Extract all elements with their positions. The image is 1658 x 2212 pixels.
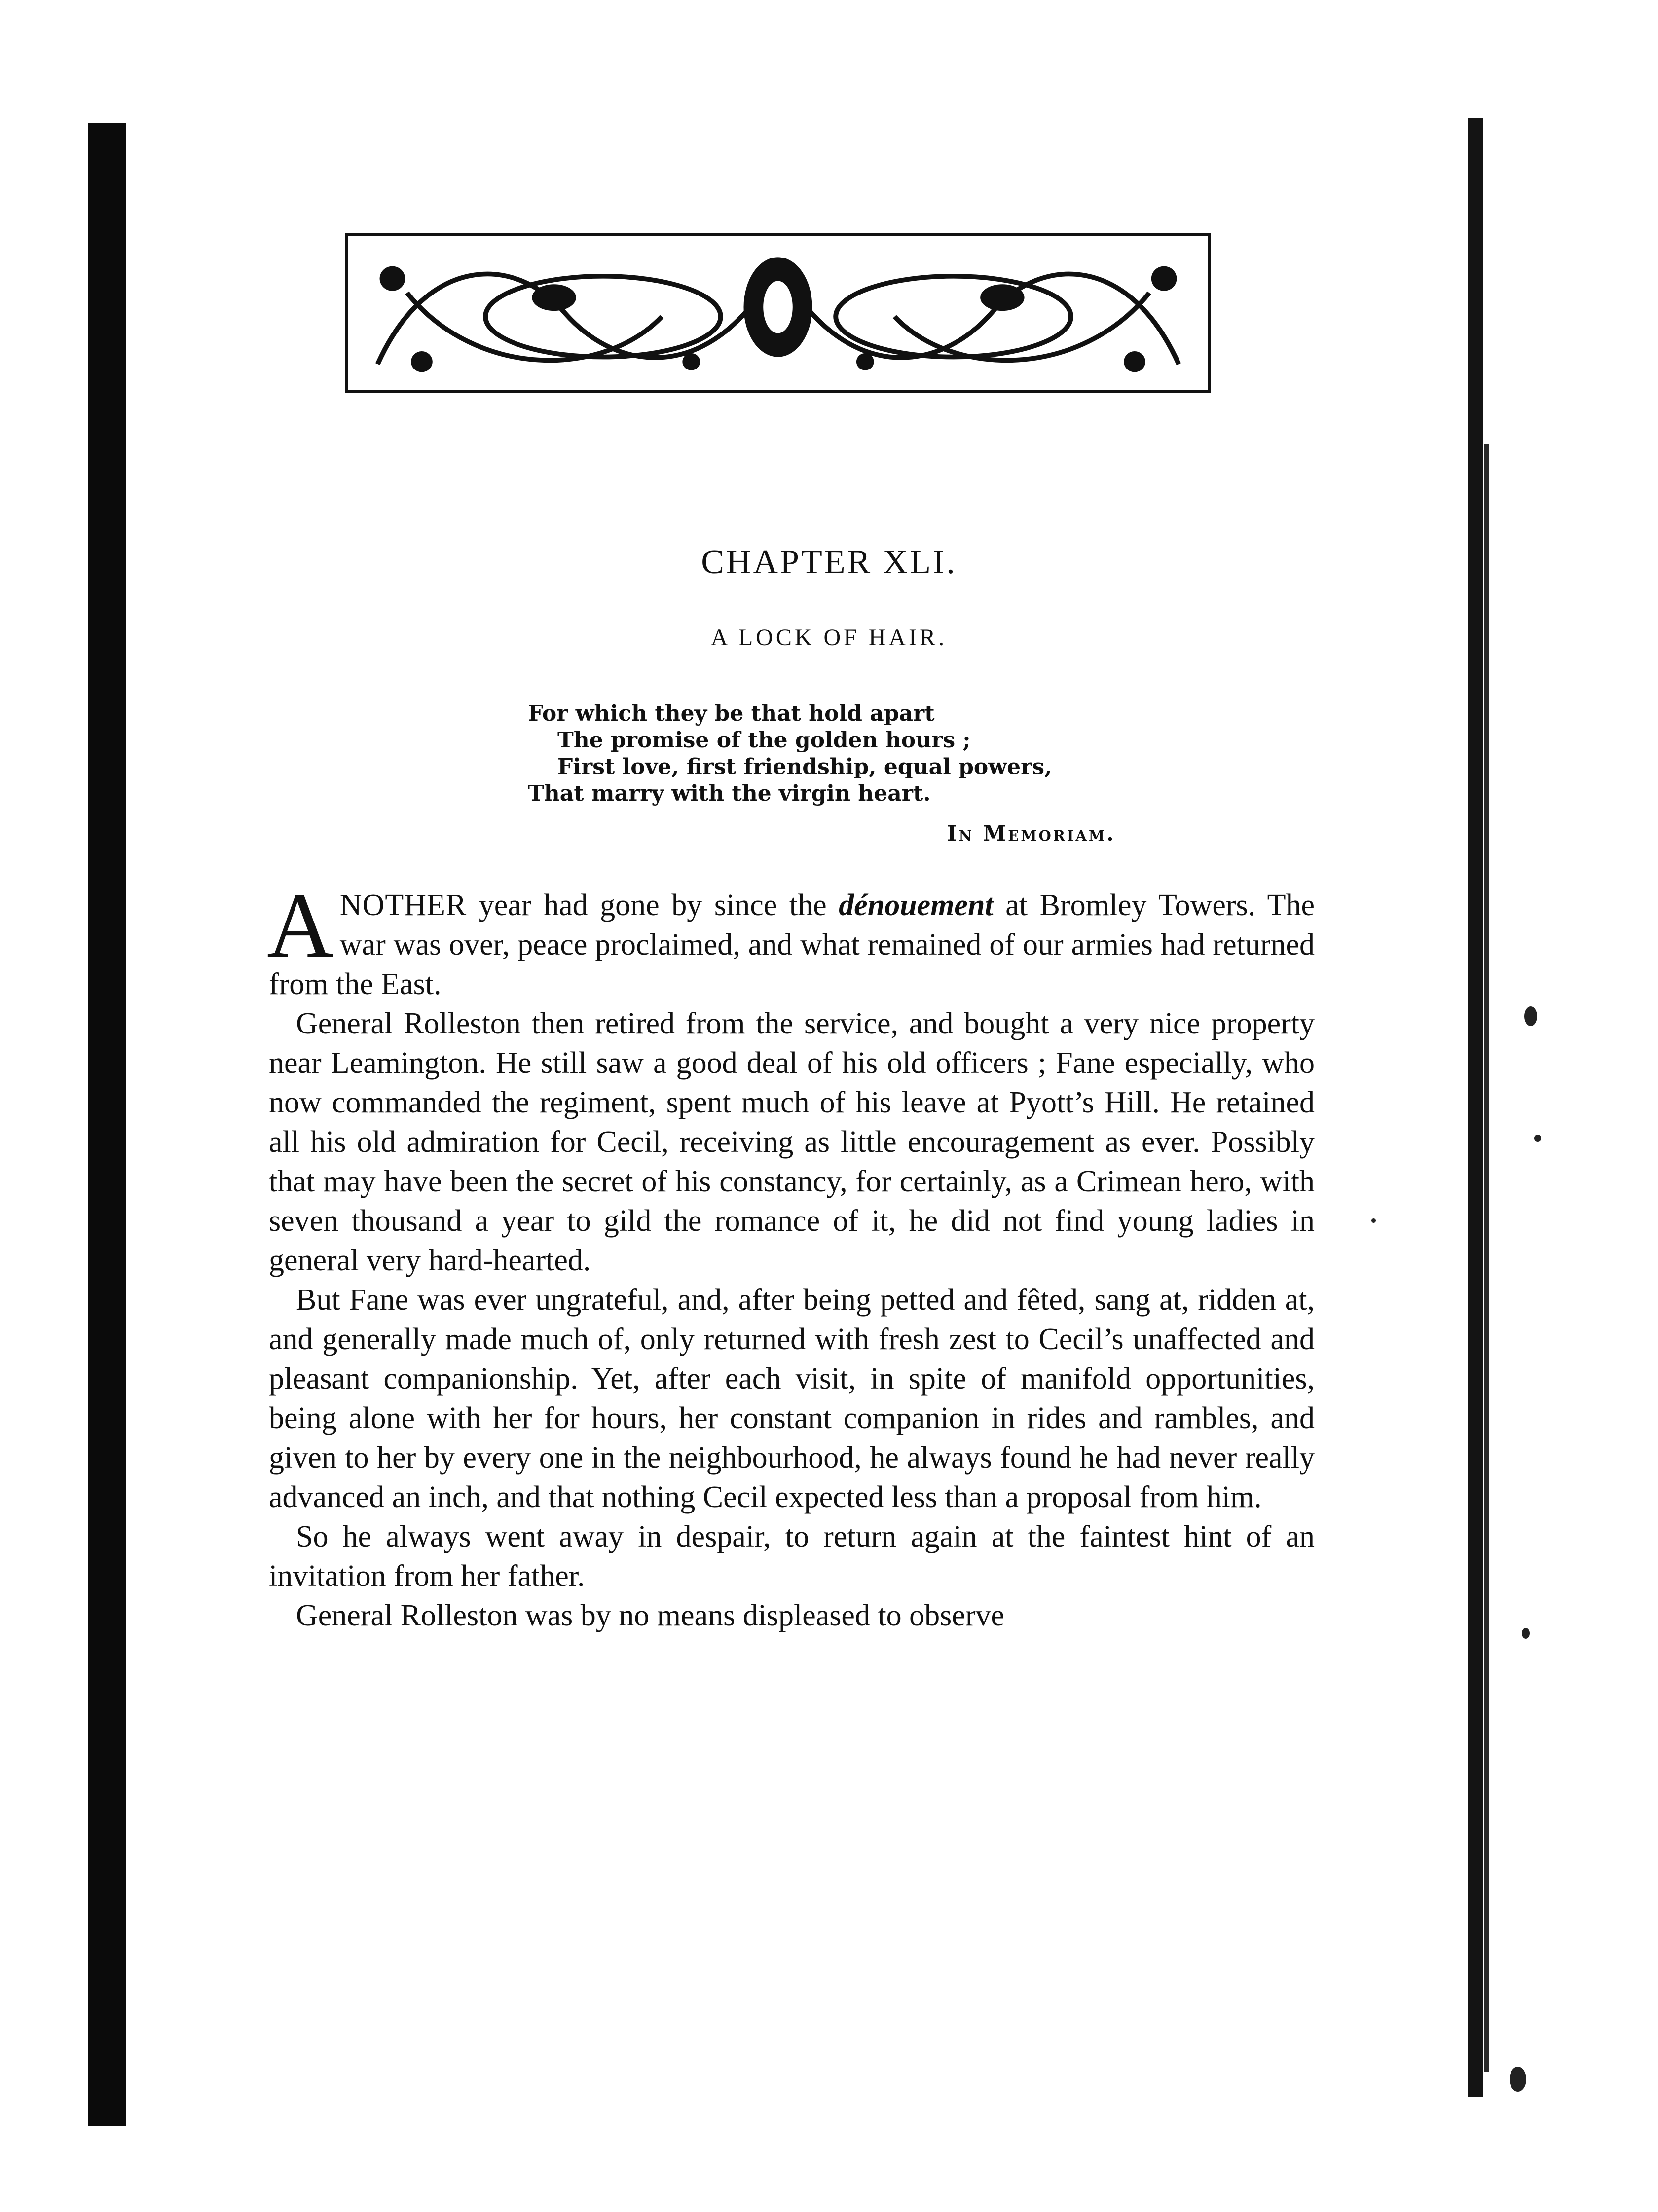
- binding-shadow-right-inner: [1484, 444, 1489, 2072]
- chapter-subtitle: A LOCK OF HAIR.: [710, 625, 948, 651]
- scan-speck: [1534, 1135, 1541, 1142]
- scan-speck: [1371, 1218, 1376, 1223]
- epigraph-attribution: In Memoriam.: [947, 821, 1116, 846]
- body-paragraph: So he always went away in despair, to return again at the faintest hint of an invitation from her father.: [269, 1520, 1315, 1593]
- scroll-ornament-icon: [348, 236, 1208, 390]
- body-paragraph: General Rolleston was by no means displeased to observe: [296, 1599, 1004, 1632]
- scan-speck: [1524, 1006, 1537, 1026]
- chapter-body: [267, 874, 1315, 1635]
- epigraph-line: First love, first friendship, equal powers,: [557, 754, 1052, 779]
- body-paragraph: General Rolleston then retired from the service, and bought a very nice property near Leamington. He still saw a good deal of his old officers ; Fane especially, who now commanded the regiment, spent much of his leave at Pyott’s Hill. He retained all his old admiration for Cecil, receiving as little encouragement as ever. Possibly that may have been the secret of his constancy, for certainly, as a Crimean hero, with seven thousand a year to gild the romance of it, he did not find young ladies in general very hard-hearted.: [269, 1007, 1315, 1277]
- epigraph-line: For which they be that hold apart: [528, 701, 935, 726]
- epigraph: [528, 700, 1169, 807]
- binding-shadow-right: [1468, 118, 1483, 2097]
- body-paragraph: But Fane was ever ungrateful, and, after being petted and fêted, sang at, ridden at, and generally made much of, only returned with fresh zest to Cecil’s unaffected and pleasant companionship. Yet, after each visit, in spite of manifold opportunities, being alone with her for hours, her constant companion in rides and rambles, and given to her by every one in the neighbourhood, he always found he had never really advanced an inch, and that nothing Cecil expected less than a proposal from him.: [269, 1283, 1315, 1514]
- opening-word: NOTHER: [339, 888, 467, 922]
- binding-shadow-left: [88, 123, 126, 2126]
- drop-cap: A: [267, 874, 334, 977]
- epigraph-line: The promise of the golden hours ;: [557, 728, 971, 753]
- emphasized-word: dénouement: [839, 888, 994, 922]
- scan-speck: [1522, 1628, 1530, 1639]
- paragraph-text: at Bromley Towers. The war was over, peace proclaimed, and what remained of our armies had returned from the East.: [269, 888, 1315, 1001]
- body-paragraph: [267, 874, 1315, 1004]
- scan-speck: [1510, 2067, 1526, 2092]
- decorative-header-ornament: [345, 233, 1211, 393]
- epigraph-line: That marry with the virgin heart.: [528, 781, 931, 806]
- chapter-title: CHAPTER XLI.: [701, 543, 957, 581]
- paragraph-text: year had gone by since the: [467, 888, 839, 922]
